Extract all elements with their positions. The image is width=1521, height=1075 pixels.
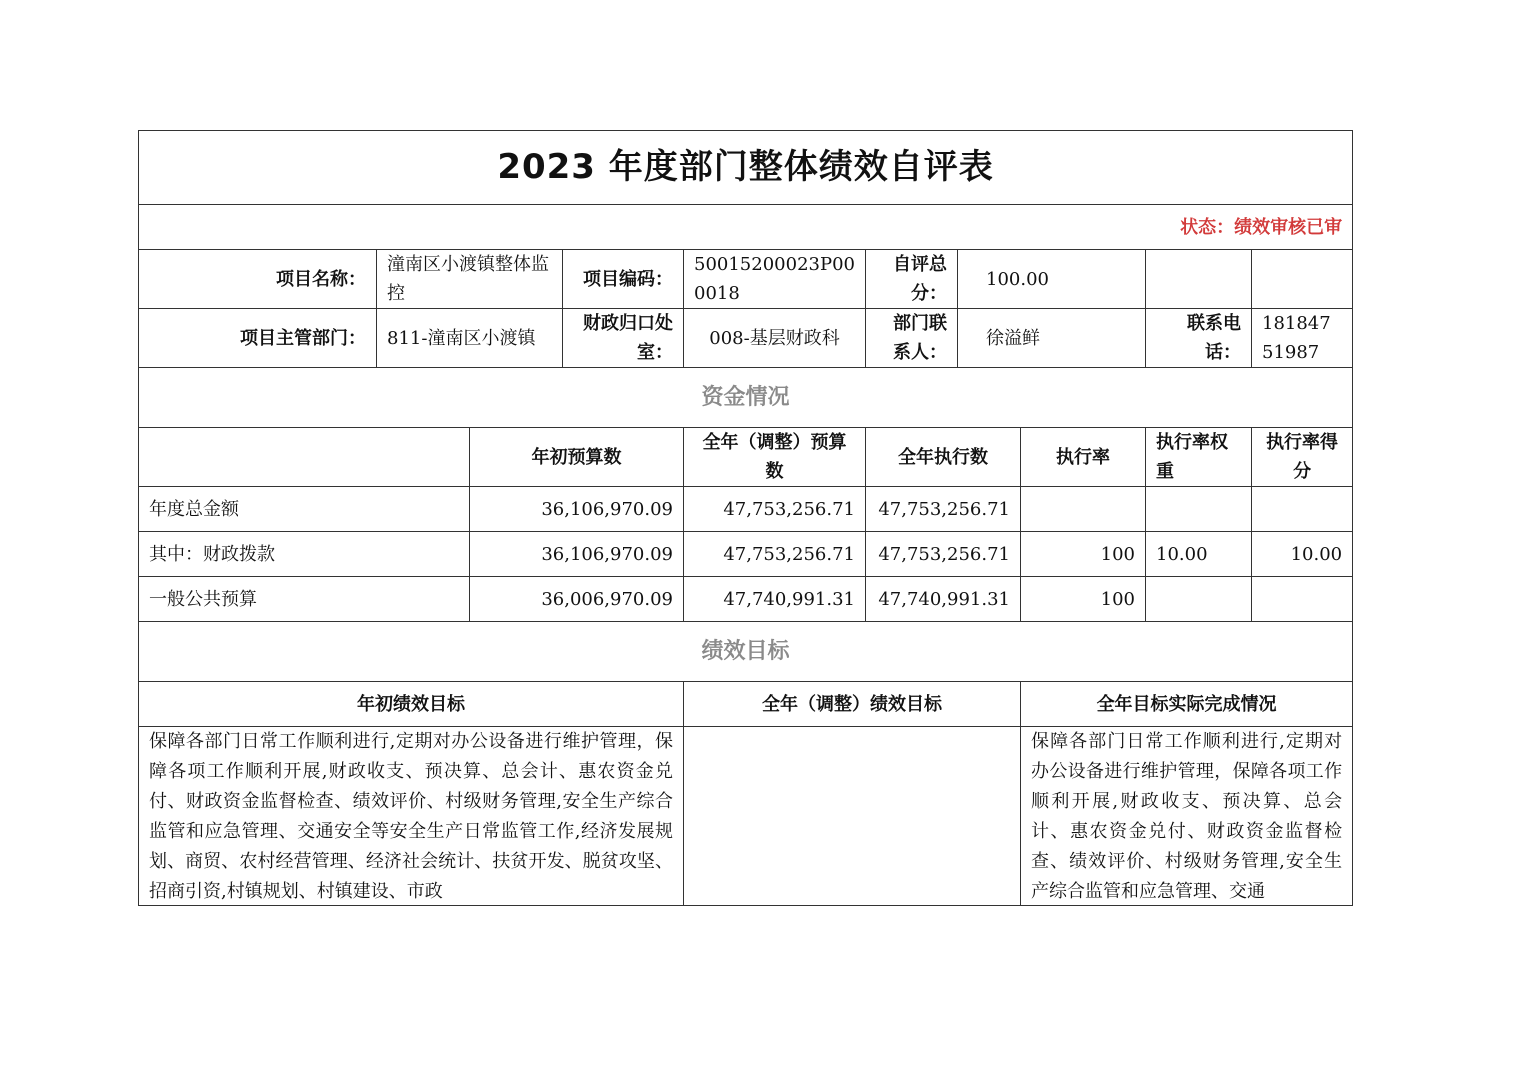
funds-cell: 36,106,970.09 xyxy=(470,487,684,532)
project-code-value: 50015200023P000018 xyxy=(684,250,866,309)
funds-cell: 36,006,970.09 xyxy=(470,577,684,622)
goals-header-initial: 年初绩效目标 xyxy=(139,682,684,727)
goals-actual-text: 保障各部门日常工作顺利进行,定期对办公设备进行维护管理，保障各项工作顺利开展,财政收支、预决算、总会计、惠农资金兑付、财政资金监督检查、绩效评价、村级财务管理,安全生产综合监管和应急管理、交通 xyxy=(1031,731,1343,902)
funds-cell xyxy=(1021,487,1146,532)
funds-cell: 100 xyxy=(1021,577,1146,622)
funds-header-adjusted: 全年（调整）预算数 xyxy=(684,428,866,487)
funds-cell: 47,753,256.71 xyxy=(866,532,1021,577)
dept-label: 项目主管部门： xyxy=(139,309,377,368)
table-row xyxy=(139,487,1353,532)
table-row xyxy=(139,577,1353,622)
funds-cell: 10.00 xyxy=(1146,532,1252,577)
funds-cell: 10.00 xyxy=(1252,532,1353,577)
funds-row-label: 一般公共预算 xyxy=(139,577,470,622)
finance-value: 008-基层财政科 xyxy=(684,309,866,368)
dept-value: 811-潼南区小渡镇 xyxy=(377,309,563,368)
funds-header-score: 执行率得分 xyxy=(1252,428,1353,487)
funds-cell: 47,740,991.31 xyxy=(684,577,866,622)
funds-cell xyxy=(1252,487,1353,532)
funds-cell: 47,753,256.71 xyxy=(684,487,866,532)
funds-cell: 47,753,256.71 xyxy=(684,532,866,577)
empty-cell xyxy=(1252,250,1353,309)
goals-header-actual: 全年目标实际完成情况 xyxy=(1021,682,1353,727)
goals-section-title: 绩效目标 xyxy=(139,622,1353,682)
funds-section-title: 资金情况 xyxy=(139,368,1353,428)
funds-cell: 100 xyxy=(1021,532,1146,577)
funds-row-label: 年度总金额 xyxy=(139,487,470,532)
funds-header-initial: 年初预算数 xyxy=(470,428,684,487)
funds-cell: 47,753,256.71 xyxy=(866,487,1021,532)
evaluation-form xyxy=(138,130,1352,906)
goals-initial-text: 保障各部门日常工作顺利进行,定期对办公设备进行维护管理，保障各项工作顺利开展,财政收支、预决算、总会计、惠农资金兑付、财政资金监督检查、绩效评价、村级财务管理,安全生产综合监管和应急管理、交通安全等安全生产日常监管工作,经济发展规划、商贸、农村经营管理、经济社会统计、扶贫开发、脱贫攻坚、招商引资,村镇规划、村镇建设、市政 xyxy=(149,731,673,902)
finance-label: 财政归口处室： xyxy=(563,309,684,368)
funds-header-rate: 执行率 xyxy=(1021,428,1146,487)
status-badge: 状态：绩效审核已审 xyxy=(139,205,1353,250)
goals-adjusted-text xyxy=(694,727,1010,905)
project-code-label: 项目编码： xyxy=(563,250,684,309)
score-value: 100.00 xyxy=(958,250,1146,309)
goals-header-adjusted: 全年（调整）绩效目标 xyxy=(684,682,1021,727)
funds-cell xyxy=(1252,577,1353,622)
goals-actual-cell xyxy=(1021,727,1353,906)
funds-header-executed: 全年执行数 xyxy=(866,428,1021,487)
contact-label: 部门联系人： xyxy=(866,309,958,368)
project-name-label: 项目名称： xyxy=(139,250,377,309)
phone-value: 18184751987 xyxy=(1252,309,1353,368)
phone-label: 联系电话： xyxy=(1146,309,1252,368)
project-name-value: 潼南区小渡镇整体监控 xyxy=(377,250,563,309)
funds-header-weight: 执行率权重 xyxy=(1146,428,1252,487)
evaluation-table xyxy=(138,130,1353,906)
page-title: 2023 年度部门整体绩效自评表 xyxy=(139,131,1353,205)
funds-cell xyxy=(1146,487,1252,532)
goals-initial-cell xyxy=(139,727,684,906)
goals-adjusted-cell xyxy=(684,727,1021,906)
funds-row-label: 其中：财政拨款 xyxy=(139,532,470,577)
funds-cell xyxy=(1146,577,1252,622)
table-row xyxy=(139,532,1353,577)
funds-header-blank xyxy=(139,428,470,487)
funds-cell: 36,106,970.09 xyxy=(470,532,684,577)
funds-cell: 47,740,991.31 xyxy=(866,577,1021,622)
score-label: 自评总分： xyxy=(866,250,958,309)
empty-cell xyxy=(1146,250,1252,309)
contact-value: 徐溢鲜 xyxy=(958,309,1146,368)
